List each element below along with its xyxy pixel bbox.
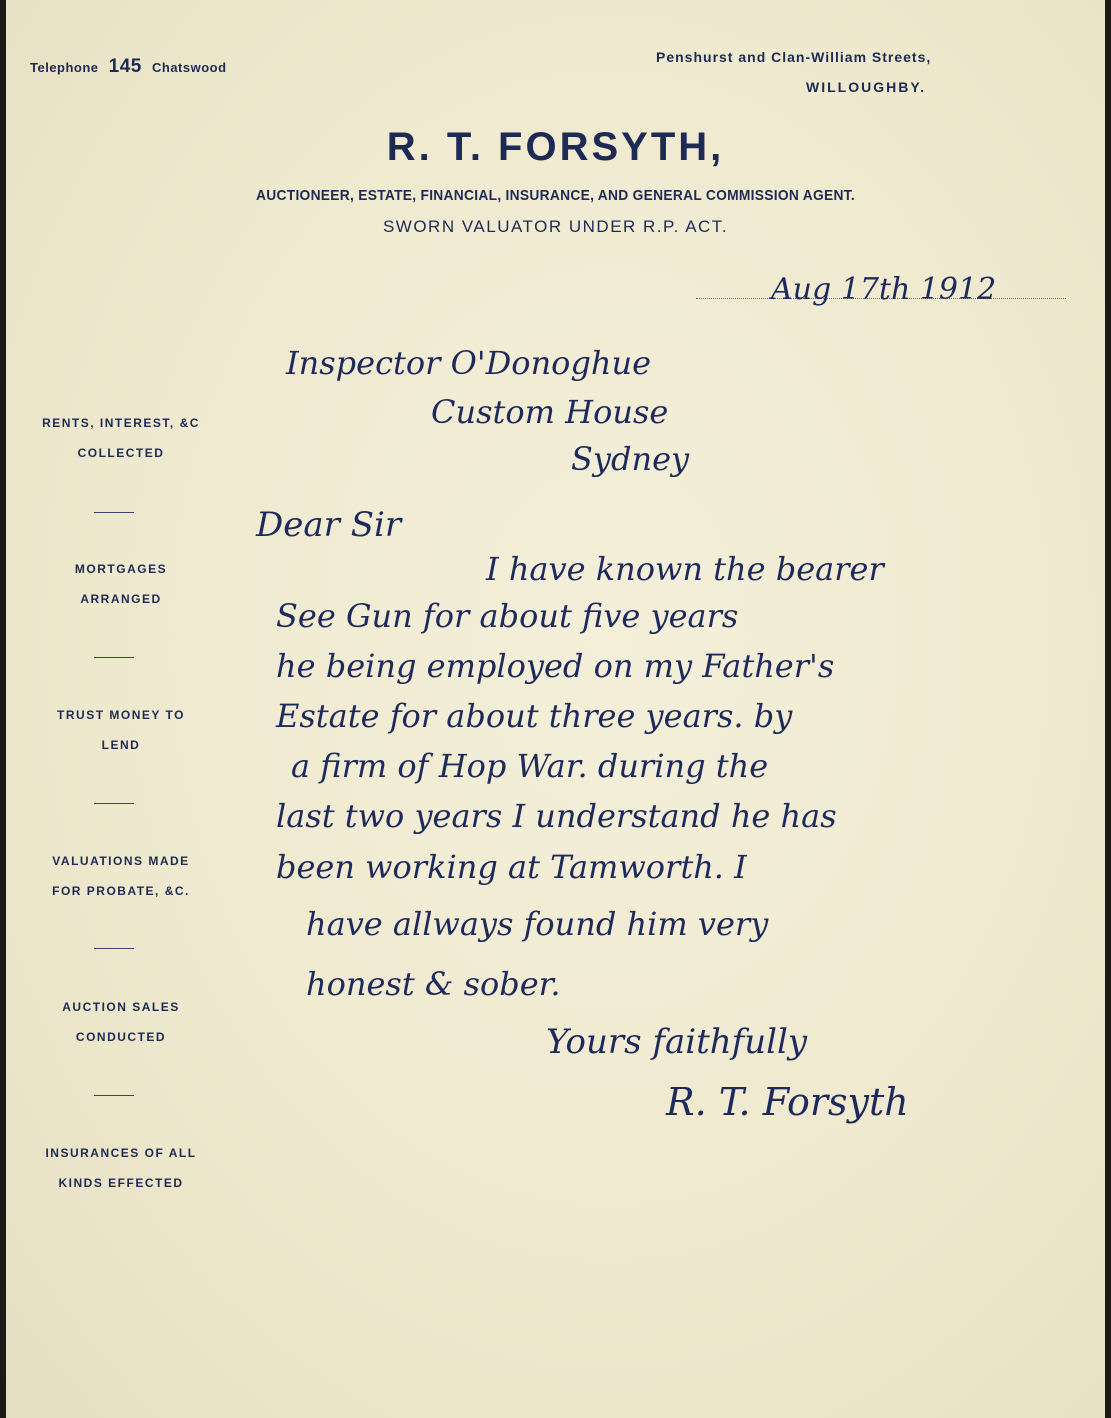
telephone-line (30, 56, 227, 78)
body-line: a firm of Hop War. during the (291, 747, 769, 785)
letter-date: Aug 17th 1912 (771, 272, 997, 307)
recipient-name: Inspector O'Donoghue (286, 344, 652, 382)
telephone-number: 145 (108, 56, 142, 77)
body-line: honest & sober. (306, 965, 561, 1003)
recipient-city: Sydney (571, 440, 690, 478)
body-line: been working at Tamworth. I (276, 848, 747, 886)
sidebar-item-line2: CONDUCTED (75, 1030, 167, 1044)
company-subtitle-1: AUCTIONEER, ESTATE, FINANCIAL, INSURANCE, AND GENERAL COMMISSION AGENT. (256, 187, 855, 204)
sidebar-item-line1: RENTS, INTEREST, &C (42, 416, 200, 430)
salutation: Dear Sir (256, 505, 402, 545)
body-line: have allways found him very (306, 905, 769, 943)
body-line: he being employed on my Father's (276, 647, 835, 685)
address-line-2: WILLOUGHBY. (806, 79, 926, 95)
sidebar-item-insurances (16, 1138, 226, 1198)
company-name: R. T. FORSYTH, (386, 125, 725, 169)
body-line: Estate for about three years. by (276, 697, 793, 735)
sidebar-item-line1: VALUATIONS MADE (52, 854, 190, 868)
letter-sheet (6, 0, 1105, 1418)
telephone-exchange: Chatswood (152, 60, 227, 75)
sidebar-item-line2: LEND (101, 738, 141, 752)
sidebar-divider (94, 948, 134, 949)
sidebar-item-line2: ARRANGED (80, 592, 162, 606)
sidebar-item-auction-sales (16, 992, 226, 1052)
telephone-label: Telephone (30, 60, 99, 75)
sidebar-item-rents (16, 408, 226, 468)
sidebar-item-line2: COLLECTED (77, 446, 165, 460)
sidebar-divider (94, 512, 134, 513)
sidebar-item-line1: MORTGAGES (74, 562, 168, 576)
sidebar-item-trust-money (16, 700, 226, 760)
body-line: last two years I understand he has (276, 797, 837, 835)
sidebar-item-line2: FOR PROBATE, &C. (52, 884, 190, 898)
signature: R. T. Forsyth (666, 1080, 909, 1124)
address-line-1: Penshurst and Clan-William Streets, (656, 49, 932, 65)
sidebar-item-line1: INSURANCES OF ALL (45, 1146, 197, 1160)
body-line: See Gun for about five years (276, 597, 739, 635)
closing: Yours faithfully (546, 1022, 808, 1062)
body-line: I have known the bearer (486, 550, 884, 588)
sidebar-divider (94, 657, 134, 658)
sidebar-item-line1: TRUST MONEY TO (57, 708, 185, 722)
sidebar-item-valuations (16, 846, 226, 906)
sidebar-item-mortgages (16, 554, 226, 614)
sidebar-item-line2: KINDS EFFECTED (58, 1176, 184, 1190)
recipient-address: Custom House (431, 393, 669, 431)
sidebar-divider (94, 1095, 134, 1096)
sidebar-divider (94, 803, 134, 804)
sidebar-item-line1: AUCTION SALES (62, 1000, 180, 1014)
company-subtitle-2: SWORN VALUATOR UNDER R.P. ACT. (382, 217, 729, 236)
